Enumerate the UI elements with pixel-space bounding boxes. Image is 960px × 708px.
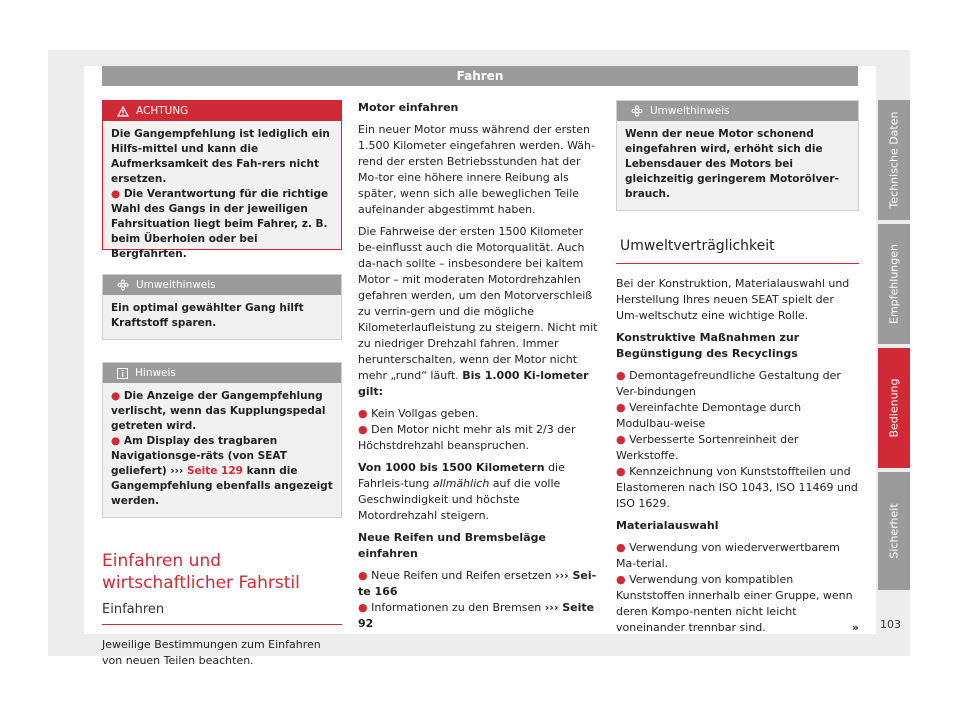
list-item: ● Kein Vollgas geben.	[358, 407, 479, 420]
page-link[interactable]: ››› Sei-te 166	[358, 569, 597, 598]
info-icon	[117, 368, 128, 379]
env-box-2	[616, 100, 859, 211]
tab-empfehlungen[interactable]: Empfehlungen	[878, 224, 910, 344]
subsection-title: Einfahren	[102, 602, 165, 617]
env-header	[103, 275, 341, 295]
bullet-icon: ●	[358, 569, 368, 582]
tab-sicherheit[interactable]: Sicherheit	[878, 472, 910, 590]
paragraph: Von 1000 bis 1500 Kilometern die Fahrleis-tung allmählich auf die volle Geschwindigkeit und höchste Motordrehzahl steigern.	[358, 461, 565, 522]
continue-icon: »	[851, 621, 859, 634]
section-divider	[102, 624, 342, 625]
warning-body	[103, 121, 341, 260]
heading-run-in: Konstruktive Maßnahmen zur Begünstigung des Recyclings	[616, 331, 800, 360]
bullet-icon: ●	[616, 541, 626, 554]
tab-technische-daten[interactable]: Technische Daten	[878, 100, 910, 220]
warning-triangle-icon	[117, 106, 129, 117]
env-box-1	[102, 274, 342, 340]
section-title: Einfahren und wirtschaftlicher Fahrstil	[102, 551, 300, 593]
list-item: ● Vereinfachte Demontage durch Modulbau-weise	[616, 401, 802, 430]
list-item: ● Neue Reifen und Reifen ersetzen ››› Sei-te 166	[358, 569, 597, 598]
warning-label: ACHTUNG	[136, 105, 189, 117]
hint-item: ● Die Anzeige der Gangempfehlung verlischt, wenn das Kupplungspedal getreten wird.	[111, 390, 326, 432]
warning-box	[102, 100, 342, 260]
paragraph: Bei der Konstruktion, Materialauswahl und Herstellung Ihres neuen SEAT spielt der Um-weltschutz eine wichtige Rolle.	[616, 277, 850, 322]
hint-box	[102, 362, 342, 518]
column-middle	[358, 100, 602, 632]
env-label: Umwelthinweis	[650, 105, 730, 117]
heading-run-in: Motor einfahren	[358, 101, 459, 114]
bullet-icon: ●	[616, 369, 626, 382]
page-number: 103	[880, 618, 901, 631]
page-link[interactable]: Seite 129	[186, 465, 243, 477]
flower-icon	[117, 279, 129, 291]
bullet-icon: ●	[111, 435, 121, 447]
list-item: ● Kennzeichnung von Kunststoffteilen und Elastomeren nach ISO 1043, ISO 11469 und ISO 1629.	[616, 465, 858, 510]
bullet-icon: ●	[111, 188, 121, 200]
list-item: ● Den Motor nicht mehr als mit 2/3 der Höchstdrehzahl beanspruchen.	[358, 423, 576, 452]
bullet-icon: ●	[616, 401, 626, 414]
tab-bedienung[interactable]: Bedienung	[878, 348, 910, 468]
hint-header	[103, 363, 341, 383]
section-block	[102, 550, 342, 669]
bullet-icon: ●	[111, 390, 121, 402]
bullet-icon: ●	[358, 407, 368, 420]
hint-item: ● Am Display des tragbaren Navigationsge-räts (von SEAT geliefert) ››› Seite 129 kann die Gangempfehlung ebenfalls angezeigt werden.	[111, 435, 333, 507]
paragraph: Ein neuer Motor muss während der ersten 1.500 Kilometer eingefahren werden. Wäh-rend der ersten Betriebsstunden hat der Mo-tor eine höhere innere Reibung als später, wenn sich alle beweglichen Teile aufeinander abgestimmt haben.	[358, 123, 595, 216]
env-body: Wenn der neue Motor schonend eingefahren wird, erhöht sich die Lebensdauer des Motors bei gleichzeitig geringerem Motorölver-brauch.	[625, 128, 839, 200]
list-item: ● Verbesserte Sortenreinheit der Werkstoffe.	[616, 433, 799, 462]
hint-label: Hinweis	[135, 367, 176, 379]
section-divider	[616, 263, 859, 264]
list-item: ● Verwendung von wiederverwertbarem Ma-terial.	[616, 541, 840, 570]
page-header: Fahren	[102, 66, 858, 86]
bullet-icon: ●	[616, 465, 626, 478]
hint-body	[103, 383, 341, 517]
list-item: ● Informationen zu den Bremsen ››› Seite 92	[358, 601, 595, 630]
page-link[interactable]: ››› Seite 92	[358, 601, 595, 630]
warning-item: ● Die Verantwortung für die richtige Wahl des Gangs in der jeweiligen Fahrsituation liegt beim Fahrer, z. B. beim Überholen oder bei Bergfahrten.	[111, 188, 329, 260]
bullet-icon: ●	[358, 423, 368, 436]
bullet-icon: ●	[358, 601, 368, 614]
intro-text: Jeweilige Bestimmungen zum Einfahren von neuen Teilen beachten.	[102, 638, 321, 667]
bullet-icon: ●	[616, 573, 626, 586]
section-title: Umweltverträglichkeit	[620, 238, 775, 254]
env-header	[617, 101, 858, 121]
column-left	[102, 100, 342, 675]
env-label: Umwelthinweis	[136, 279, 216, 291]
env-body: Ein optimal gewählter Gang hilft Kraftstoff sparen.	[111, 302, 304, 329]
column-right	[616, 100, 859, 636]
bullet-icon: ●	[616, 433, 626, 446]
flower-icon	[631, 105, 643, 117]
warning-header	[103, 101, 341, 121]
warning-item: Die Gangempfehlung ist lediglich ein Hilfs-mittel und kann die Aufmerksamkeit des Fah-rers nicht ersetzen.	[111, 128, 330, 185]
paragraph: Die Fahrweise der ersten 1500 Kilometer be-einflusst auch die Motorqualität. Auch da-nach sollte – insbesondere bei kaltem Motor – mit moderaten Motordrehzahlen gefahren werden, um den Motorverschleiß zu verrin-gern und die mögliche Kilometerlaufleistung zu steigern. Nicht mit zu niedriger Drehzahl fahren. Immer herunterschalten, wenn der Motor nicht mehr „rund“ läuft. Bis 1.000 Ki-lometer gilt:	[358, 225, 598, 398]
heading-run-in: Materialauswahl	[616, 519, 719, 532]
heading-run-in: Neue Reifen und Bremsbeläge einfahren	[358, 531, 546, 560]
list-item: ● Verwendung von kompatiblen Kunststoffen innerhalb einer Gruppe, wenn deren Kompo-nenten nicht leicht voneinander trennbar sind. »	[616, 573, 859, 634]
list-item: ● Demontagefreundliche Gestaltung der Ver-bindungen	[616, 369, 841, 398]
